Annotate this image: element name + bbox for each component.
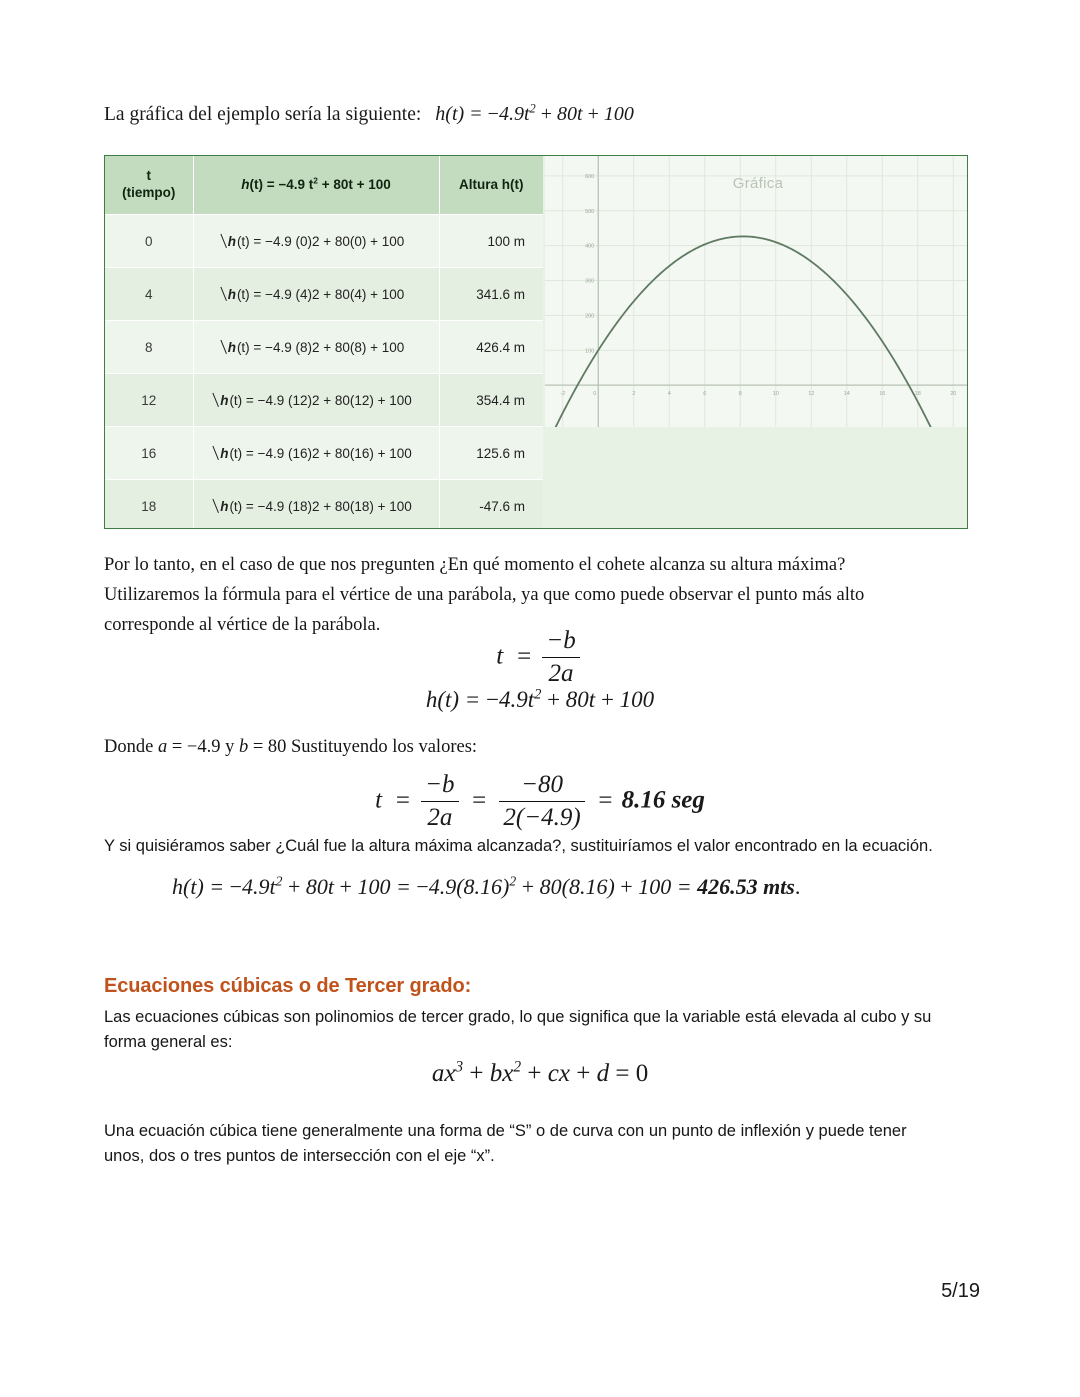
svg-text:200: 200 bbox=[585, 313, 595, 320]
cell-altura: 354.4 m bbox=[439, 374, 543, 427]
cell-formula: h(t) = −4.9 (16)2 + 80(16) + 100 bbox=[193, 427, 439, 480]
values-table bbox=[105, 156, 543, 529]
fraction-denominator: 2a bbox=[548, 659, 574, 687]
formula-height-function: $h(t) = -4.9t^2 + 80t + 100$ bbox=[425, 686, 655, 712]
fraction-denominator: 2(−4.9) bbox=[503, 803, 581, 831]
formula-vertex-lhs: t bbox=[496, 642, 504, 670]
svg-text:18: 18 bbox=[914, 391, 921, 398]
paragraph-line: corresponde al vértice de la parábola. bbox=[104, 614, 381, 635]
fraction-numerator: −b bbox=[542, 626, 579, 658]
cell-formula: h(t) = −4.9 (12)2 + 80(12) + 100 bbox=[193, 374, 439, 427]
formula-substitution bbox=[0, 771, 1080, 833]
fraction-numerator: −80 bbox=[499, 770, 584, 802]
table-row bbox=[105, 480, 543, 530]
sub-result: 8.16 seg bbox=[621, 786, 705, 814]
cell-t: 12 bbox=[105, 374, 193, 427]
formula-vertex bbox=[0, 627, 1080, 689]
svg-text:12: 12 bbox=[808, 391, 815, 398]
paragraph-cubic-shape bbox=[104, 1119, 970, 1169]
svg-text:400: 400 bbox=[585, 243, 595, 250]
cell-formula: h(t) = −4.9 (0)2 + 80(0) + 100 bbox=[193, 215, 439, 268]
svg-text:0: 0 bbox=[593, 391, 597, 398]
svg-text:8: 8 bbox=[738, 391, 742, 398]
cell-t: 0 bbox=[105, 215, 193, 268]
fraction-80-over-2neg49 bbox=[499, 770, 584, 832]
cell-formula: h(t) = −4.9 (18)2 + 80(18) + 100 bbox=[193, 480, 439, 530]
paragraph-max-height-intro bbox=[104, 834, 970, 859]
cell-t: 18 bbox=[105, 480, 193, 530]
sub-equals-3: = bbox=[596, 786, 614, 814]
svg-text:20: 20 bbox=[950, 391, 957, 398]
cell-altura: 100 m bbox=[439, 215, 543, 268]
svg-text:600: 600 bbox=[585, 173, 595, 180]
paragraph-substitution bbox=[104, 733, 970, 763]
svg-text:500: 500 bbox=[585, 208, 595, 215]
svg-text:-2: -2 bbox=[560, 391, 566, 398]
intro-line bbox=[104, 101, 634, 128]
cell-formula: h(t) = −4.9 (8)2 + 80(8) + 100 bbox=[193, 321, 439, 374]
cell-t: 16 bbox=[105, 427, 193, 480]
svg-text:100: 100 bbox=[585, 348, 595, 355]
formula-vertex-equals: = bbox=[515, 642, 533, 670]
svg-text:10: 10 bbox=[772, 391, 779, 398]
fraction-denominator: 2a bbox=[427, 803, 453, 831]
paragraph-line: unos, dos o tres puntos de intersección con el eje “x”. bbox=[104, 1146, 495, 1165]
fraction-b-over-2a bbox=[542, 626, 579, 688]
cell-altura: 341.6 m bbox=[439, 268, 543, 321]
cell-altura: 125.6 m bbox=[439, 427, 543, 480]
cell-t: 4 bbox=[105, 268, 193, 321]
sub-lhs: t bbox=[375, 786, 383, 814]
svg-text:6: 6 bbox=[703, 391, 707, 398]
table-header-row bbox=[105, 156, 543, 215]
paragraph-line: forma general es: bbox=[104, 1032, 233, 1051]
sub-equals-2: = bbox=[470, 786, 488, 814]
cell-altura: 426.4 m bbox=[439, 321, 543, 374]
table-row bbox=[105, 321, 543, 374]
paragraph-line: Las ecuaciones cúbicas son polinomios de tercer grado, lo que significa que la variable está elevada al cubo y su bbox=[104, 1008, 932, 1026]
header-t-line2: (tiempo) bbox=[122, 185, 176, 200]
cell-t: 8 bbox=[105, 321, 193, 374]
cell-altura: -47.6 m bbox=[439, 480, 543, 530]
table-row bbox=[105, 427, 543, 480]
intro-text: La gráfica del ejemplo sería la siguiente: bbox=[104, 104, 422, 125]
sub-equals-1: = bbox=[394, 786, 412, 814]
page-number: 5/19 bbox=[941, 1280, 980, 1302]
svg-text:16: 16 bbox=[879, 391, 886, 398]
header-cell-formula: h(t) = −4.9 $t^2 + 80t + 100$ bbox=[193, 156, 439, 215]
paragraph-text: Donde a = −4.9 y b = 80 Sustituyendo los valores: bbox=[104, 737, 478, 757]
paragraph-line: Por lo tanto, en el caso de que nos pregunten ¿En qué momento el cohete alcanza su altura máxima? bbox=[104, 555, 846, 575]
svg-text:4: 4 bbox=[667, 391, 671, 398]
header-cell-altura: Altura h(t) bbox=[439, 156, 543, 215]
paragraph-cubic-definition bbox=[104, 1005, 970, 1055]
svg-text:2: 2 bbox=[632, 391, 636, 398]
formula-cubic-general: $ax^3 + bx^2$ + cx + d = 0 bbox=[431, 1058, 649, 1087]
svg-text:300: 300 bbox=[585, 278, 595, 285]
heading-cubic-equations: Ecuaciones cúbicas o de Tercer grado: bbox=[104, 975, 472, 997]
header-cell-t bbox=[105, 156, 193, 215]
table-chart-panel bbox=[104, 155, 968, 529]
chart-title: Gráfica bbox=[732, 175, 784, 192]
table-row bbox=[105, 268, 543, 321]
table-body bbox=[105, 215, 543, 530]
fraction-b-over-2a bbox=[421, 770, 458, 832]
table-row bbox=[105, 215, 543, 268]
intro-equation: $h(t) = -4.9t^2 + 80t + 100$ bbox=[435, 101, 634, 125]
svg-text:14: 14 bbox=[843, 391, 850, 398]
table-row bbox=[105, 374, 543, 427]
chart-canvas bbox=[545, 155, 968, 427]
paragraph-line: Utilizaremos la fórmula para el vértice de una parábola, ya que como puede observar el punto más alto bbox=[104, 584, 865, 605]
header-t-line1: t bbox=[146, 168, 151, 184]
fraction-numerator: −b bbox=[421, 770, 458, 802]
paragraph-line: Una ecuación cúbica tiene generalmente una forma de “S” o de curva con un punto de inflexión y puede tener bbox=[104, 1122, 907, 1140]
paragraph-text: Y si quisiéramos saber ¿Cuál fue la altura máxima alcanzada?, sustituiríamos el valor encontrado en la ecuación. bbox=[104, 837, 933, 855]
formula-max-height: $h(t) = -4.9t^2 + 80t + 100 = -4.9(8.16)^2 + 80(8.16) + 100 = 426.53$ mts. bbox=[172, 873, 801, 899]
cell-formula: h(t) = −4.9 (4)2 + 80(4) + 100 bbox=[193, 268, 439, 321]
parabola-chart bbox=[545, 155, 968, 427]
